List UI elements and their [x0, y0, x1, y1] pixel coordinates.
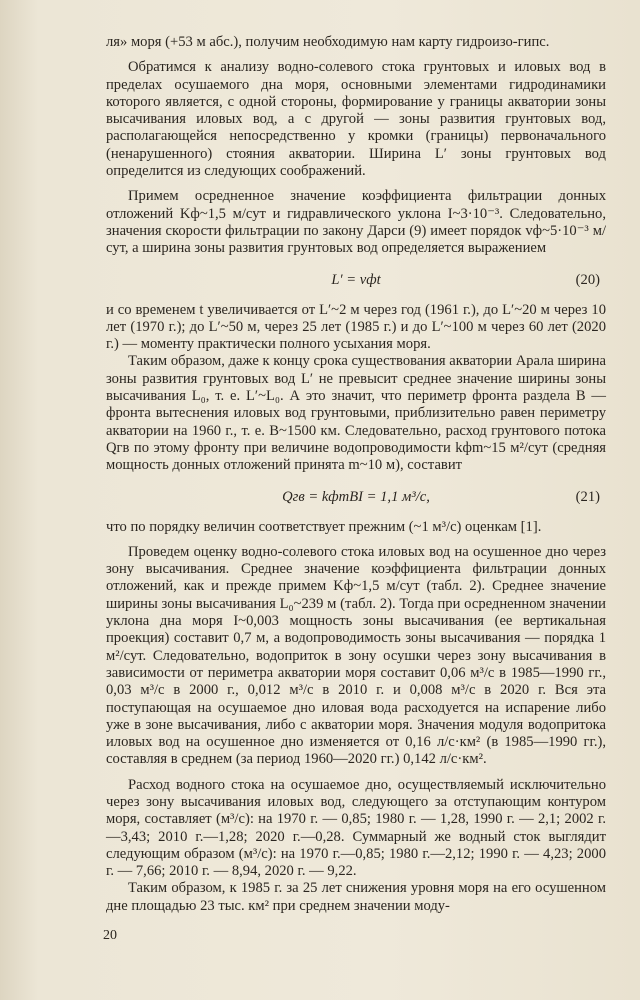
- formula-20: [106, 266, 606, 296]
- body-text: [106, 34, 606, 915]
- formula-21: [106, 483, 606, 513]
- paragraph: Обратимся к анализу водно-солевого стока грунтовых и иловых вод в пределах осушаемого дна моря, основными элементами гидродинамики которого является, с одной стороны, формирование у границы акватории зоны высачивания иловых вод, а с другой — зоны развития грунтовых вод, располагающейся непосредственно у кромки (границы) первоначального (ненарушенного) стояния акватории. Ширина L′ зоны грунтовых вод определится из следующих соображений.: [106, 59, 606, 180]
- paragraph: что по порядку величин соответствует прежним (~1 м³/с) оценкам [1].: [106, 518, 542, 535]
- formula-number: (20): [575, 271, 600, 288]
- formula-expression: L′ = vфt: [331, 271, 381, 288]
- formula-expression: Qгв = kфmBI = 1,1 м³/с,: [282, 488, 430, 505]
- page-number: 20: [103, 928, 117, 943]
- paragraph: и со временем t увеличивается от L′~2 м через год (1961 г.), до L′~20 м через 10 лет (1970 г.); до L′~50 м, через 25 лет (1985 г.) и до L′~100 м через 60 лет (2020 г.) — моменту практически полного усыхания моря.: [106, 301, 606, 353]
- paragraph: Проведем оценку водно-солевого стока иловых вод на осушенное дно через зону высачивания. Среднее значение коэффициента фильтрации донных отложений, как и прежде примем Kф~1,5 м/сут (табл. 2). Среднее значение ширины зоны высачивания L₀~239 м (табл. 2). Тогда при осредненном значении уклона дна моря I~0,003 мощность зоны высачивания (ее вертикальная проекция) составит 0,7 м, а водопроводимость зоны высачивания — порядка 1 м²/сут. Следовательно, водоприток в зону осушки через зону высачивания в зависимости от периметра акватории моря составит 0,06 м³/с в 1985—1990 гг., 0,03 м³/с в 2000 г., 0,012 м³/с в 2010 г. и 0,008 м³/с в 2020 г. Вся эта поступающая на осушаемое дно иловая вода расходуется на испарение либо уже в зоне высачивания, либо с акватории моря. Значения модуля водопритока иловых вод на осушенное дно изменяется от 0,16 л/с·км² (в 1985—1990 гг.), составляя в среднем (за период 1960—2020 гг.) 0,142 л/с·км².: [106, 543, 606, 768]
- paragraph: Таким образом, к 1985 г. за 25 лет снижения уровня моря на его осушенном дне площадью 23 тыс. км² при среднем значении моду-: [106, 880, 606, 914]
- paragraph: Расход водного стока на осушаемое дно, осуществляемый исключительно через зону высачивания иловых вод, следующего за отступающим контуром моря, составляет (м³/с): на 1970 г. — 0,85; 1980 г. — 1,28, 1990 г. — 2,1; 2002 г.—3,43; 2010 г.—1,28; 2020 г.—0,28. Суммарный же водный сток выглядит следующим образом (м³/с): на 1970 г.—0,85; 1980 г.—2,12; 1990 г. — 4,23; 2000 г. — 7,66; 2010 г. — 8,94, 2020 г. — 9,22.: [106, 776, 606, 880]
- paragraph: ля» моря (+53 м абс.), получим необходимую нам карту гидроизо-гипс.: [106, 34, 550, 50]
- formula-number: (21): [575, 488, 600, 505]
- paragraph: Примем осредненное значение коэффициента фильтрации донных отложений Kф~1,5 м/сут и гидравлического уклона I~3·10⁻³. Следовательно, значения скорости фильтрации по закону Дарси (9) имеет порядок vф~5·10⁻³ м/сут, а ширина зоны развития грунтовых вод определяется выражением: [106, 188, 606, 257]
- paragraph: Таким образом, даже к концу срока существования акватории Арала ширина зоны развития грунтовых вод L′ не превысит среднее значение ширины зоны высачивания L₀, т. е. L′~L₀. А это значит, что периметр фронта раздела B — фронта вытеснения иловых вод грунтовыми, приблизительно равен периметру акватории на 1960 г., т. е. B~1500 км. Следовательно, расход грунтового потока Qгв по этому фронту при величине водопроводимости kфm~15 м²/сут (средняя мощность донных отложений принята m~10 м), составит: [106, 353, 606, 474]
